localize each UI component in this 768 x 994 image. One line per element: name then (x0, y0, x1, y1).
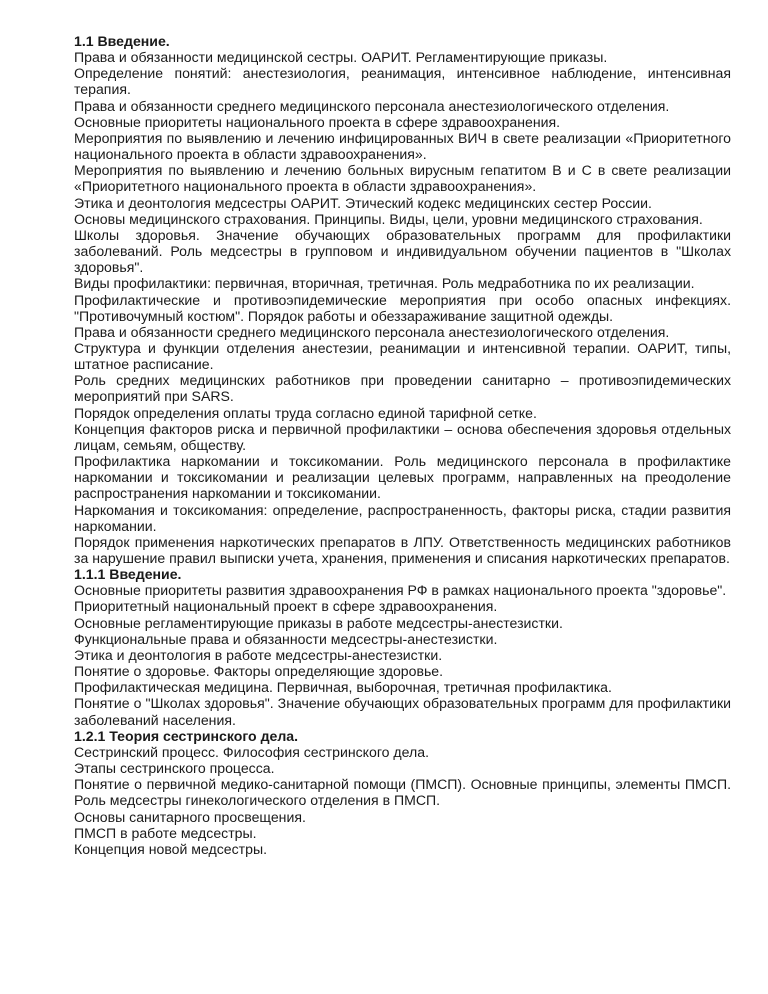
list-item: Концепция факторов риска и первичной профилактики – основа обеспечения здоровья отдельных лицам, семьям, обществу. (74, 420, 731, 453)
list-item: Основные приоритеты национального проекта в сфере здравоохранения. (74, 113, 561, 130)
list-item: Права и обязанности среднего медицинского персонала анестезиологического отделения. (74, 323, 670, 340)
list-item: Сестринский процесс. Философия сестринского дела. (74, 743, 429, 760)
list-item: Наркомания и токсикомания: определение, распространенность, факторы риска, стадии развития наркомании. (74, 501, 731, 534)
list-item: Определение понятий: анестезиология, реанимация, интенсивное наблюдение, интенсивная терапия. (74, 65, 731, 98)
list-item: ПМСП в работе медсестры. (74, 824, 257, 841)
list-item: Основные приоритеты развития здравоохранения РФ в рамках национального проекта "здоровье". (74, 582, 727, 599)
list-item: Профилактика наркомании и токсикомании. Роль медицинского персонала в профилактике наркомании и токсикомании и реализации целевых программ, направленных на преодоление распространения наркомании и токсикомании. (74, 453, 731, 502)
section-heading: 1.1 Введение. (74, 33, 170, 49)
list-item: Структура и функции отделения анестезии, реанимации и интенсивной терапии. ОАРИТ, типы, штатное расписание. (74, 339, 731, 373)
list-item: Школы здоровья. Значение обучающих образовательных программ для профилактики заболеваний. Роль медсестры в групповом и индивидуальном обучении пациентов в "Школах здоровья". (74, 226, 731, 276)
list-item: Виды профилактики: первичная, вторичная, третичная. Роль медработника по их реализации. (74, 275, 695, 292)
list-item: Основы санитарного просвещения. (74, 808, 306, 825)
section-heading: 1.1.1 Введение. (74, 566, 182, 583)
list-item: Этика и деонтология в работе медсестры-анестезистки. (74, 646, 443, 663)
list-item: Мероприятия по выявлению и лечению больных вирусным гепатитом В и С в свете реализации «Приоритетного национального проекта в области здравоохранения». (74, 162, 731, 195)
list-item: Права и обязанности медицинской сестры. ОАРИТ. Регламентирующие приказы. (74, 49, 608, 66)
list-item: Концепция новой медсестры. (74, 840, 267, 857)
list-item: Основы медицинского страхования. Принципы. Виды, цели, уровни медицинского страхования. (74, 210, 703, 227)
list-item: Роль средних медицинских работников при проведении санитарно – противоэпидемических мероприятий при SARS. (74, 372, 731, 405)
list-item: Этапы сестринского процесса. (74, 760, 275, 777)
list-item: Порядок применения наркотических препаратов в ЛПУ. Ответственность медицинских работников за нарушение правил выписки учета, хранения, применения и списания наркотических препаратов. (74, 533, 731, 566)
list-item: Порядок определения оплаты труда согласно единой тарифной сетке. (74, 404, 537, 421)
list-item: Понятие о здоровье. Факторы определяющие здоровье. (74, 663, 444, 680)
list-item: Функциональные права и обязанности медсестры-анестезистки. (74, 630, 498, 647)
list-item: Понятие о "Школах здоровья". Значение обучающих образовательных программ для профилактики заболеваний населения. (74, 695, 731, 728)
list-item: Права и обязанности среднего медицинского персонала анестезиологического отделения. (74, 97, 670, 114)
list-item: Профилактическая медицина. Первичная, выборочная, третичная профилактика. (74, 679, 612, 696)
list-item: Приоритетный национальный проект в сфере здравоохранения. (74, 598, 498, 615)
list-item: Мероприятия по выявлению и лечению инфицированных ВИЧ в свете реализации «Приоритетного национального проекта в области здравоохранения». (74, 129, 731, 163)
section-heading: 1.2.1 Теория сестринского дела. (74, 727, 299, 744)
list-item: Понятие о первичной медико-санитарной помощи (ПМСП). Основные принципы, элементы ПМСП. Роль медсестры гинекологического отделения в ПМСП. (74, 776, 731, 809)
list-item: Основные регламентирующие приказы в работе медсестры-анестезистки. (74, 614, 563, 631)
list-item: Этика и деонтология медсестры ОАРИТ. Этический кодекс медицинских сестер России. (74, 194, 652, 211)
list-item: Профилактические и противоэпидемические мероприятия при особо опасных инфекциях. "Противочумный костюм". Порядок работы и обеззараживание защитной одежды. (74, 291, 731, 324)
